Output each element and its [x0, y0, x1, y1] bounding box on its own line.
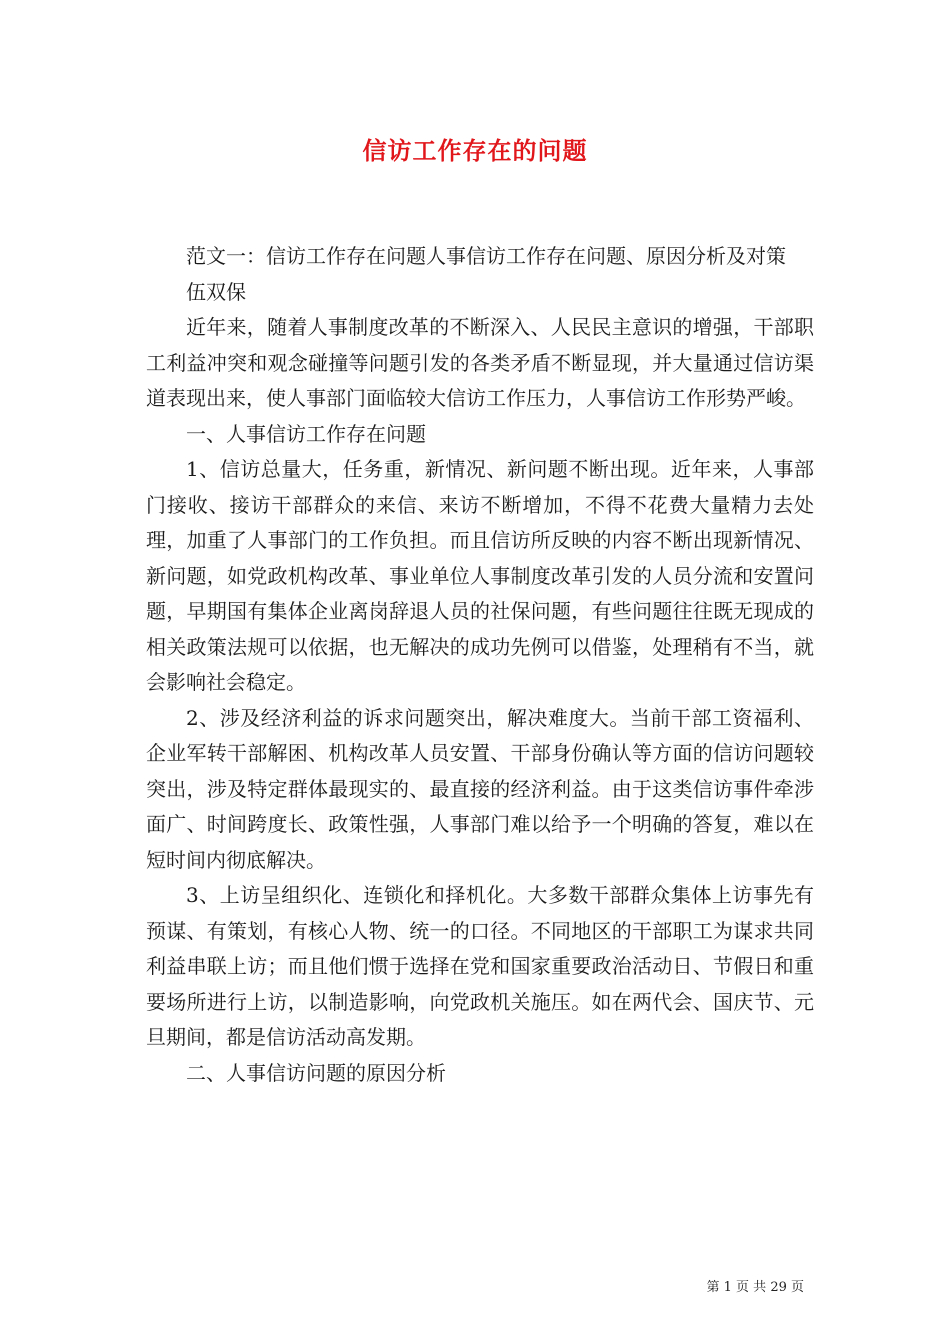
paragraph-heading-sample: 范文一：信访工作存在问题人事信访工作存在问题、原因分析及对策: [186, 244, 786, 268]
section-heading-1: 一、人事信访工作存在问题: [186, 421, 426, 446]
paragraph-intro: 近年来，随着人事制度改革的不断深入、人民民主意识的增强，干部职工利益冲突和观念碰撞等问题引发的各类矛盾不断显现，并大量通过信访渠道表现出来，使人事部门面临较大信访工作压力，人事信访工作形势严峻。: [146, 315, 814, 410]
page-footer: 第 1 页 共 29 页: [706, 1280, 804, 1295]
paragraph-author: 伍双保: [186, 279, 246, 304]
document-title: 信访工作存在的问题: [362, 136, 588, 165]
paragraph-item-1: 1、信访总量大，任务重，新情况、新问题不断出现。近年来，人事部门接收、接访干部群众的来信、来访不断增加，不得不花费大量精力去处理，加重了人事部门的工作负担。而且信访所反映的内容不断出现新情况、新问题，如党政机构改革、事业单位人事制度改革引发的人员分流和安置问题，早期国有集体企业离岗辞退人员的社保问题，有些问题往往既无现成的相关政策法规可以依据，也无解决的成功先例可以借鉴，处理稍有不当，就会影响社会稳定。: [146, 457, 814, 694]
paragraph-item-2: 2、涉及经济利益的诉求问题突出，解决难度大。当前干部工资福利、企业军转干部解困、机构改革人员安置、干部身份确认等方面的信访问题较突出，涉及特定群体最现实的、最直接的经济利益。由于这类信访事件牵涉面广、时间跨度长、政策性强，人事部门难以给予一个明确的答复，难以在短时间内彻底解决。: [146, 705, 814, 872]
section-heading-2: 二、人事信访问题的原因分析: [186, 1060, 446, 1085]
paragraph-item-3: 3、上访呈组织化、连锁化和择机化。大多数干部群众集体上访事先有预谋、有策划，有核心人物、统一的口径。不同地区的干部职工为谋求共同利益串联上访；而且他们惯于选择在党和国家重要政治活动日、节假日和重要场所进行上访，以制造影响，向党政机关施压。如在两代会、国庆节、元旦期间，都是信访活动高发期。: [146, 883, 814, 1049]
document-body: [146, 239, 814, 1091]
